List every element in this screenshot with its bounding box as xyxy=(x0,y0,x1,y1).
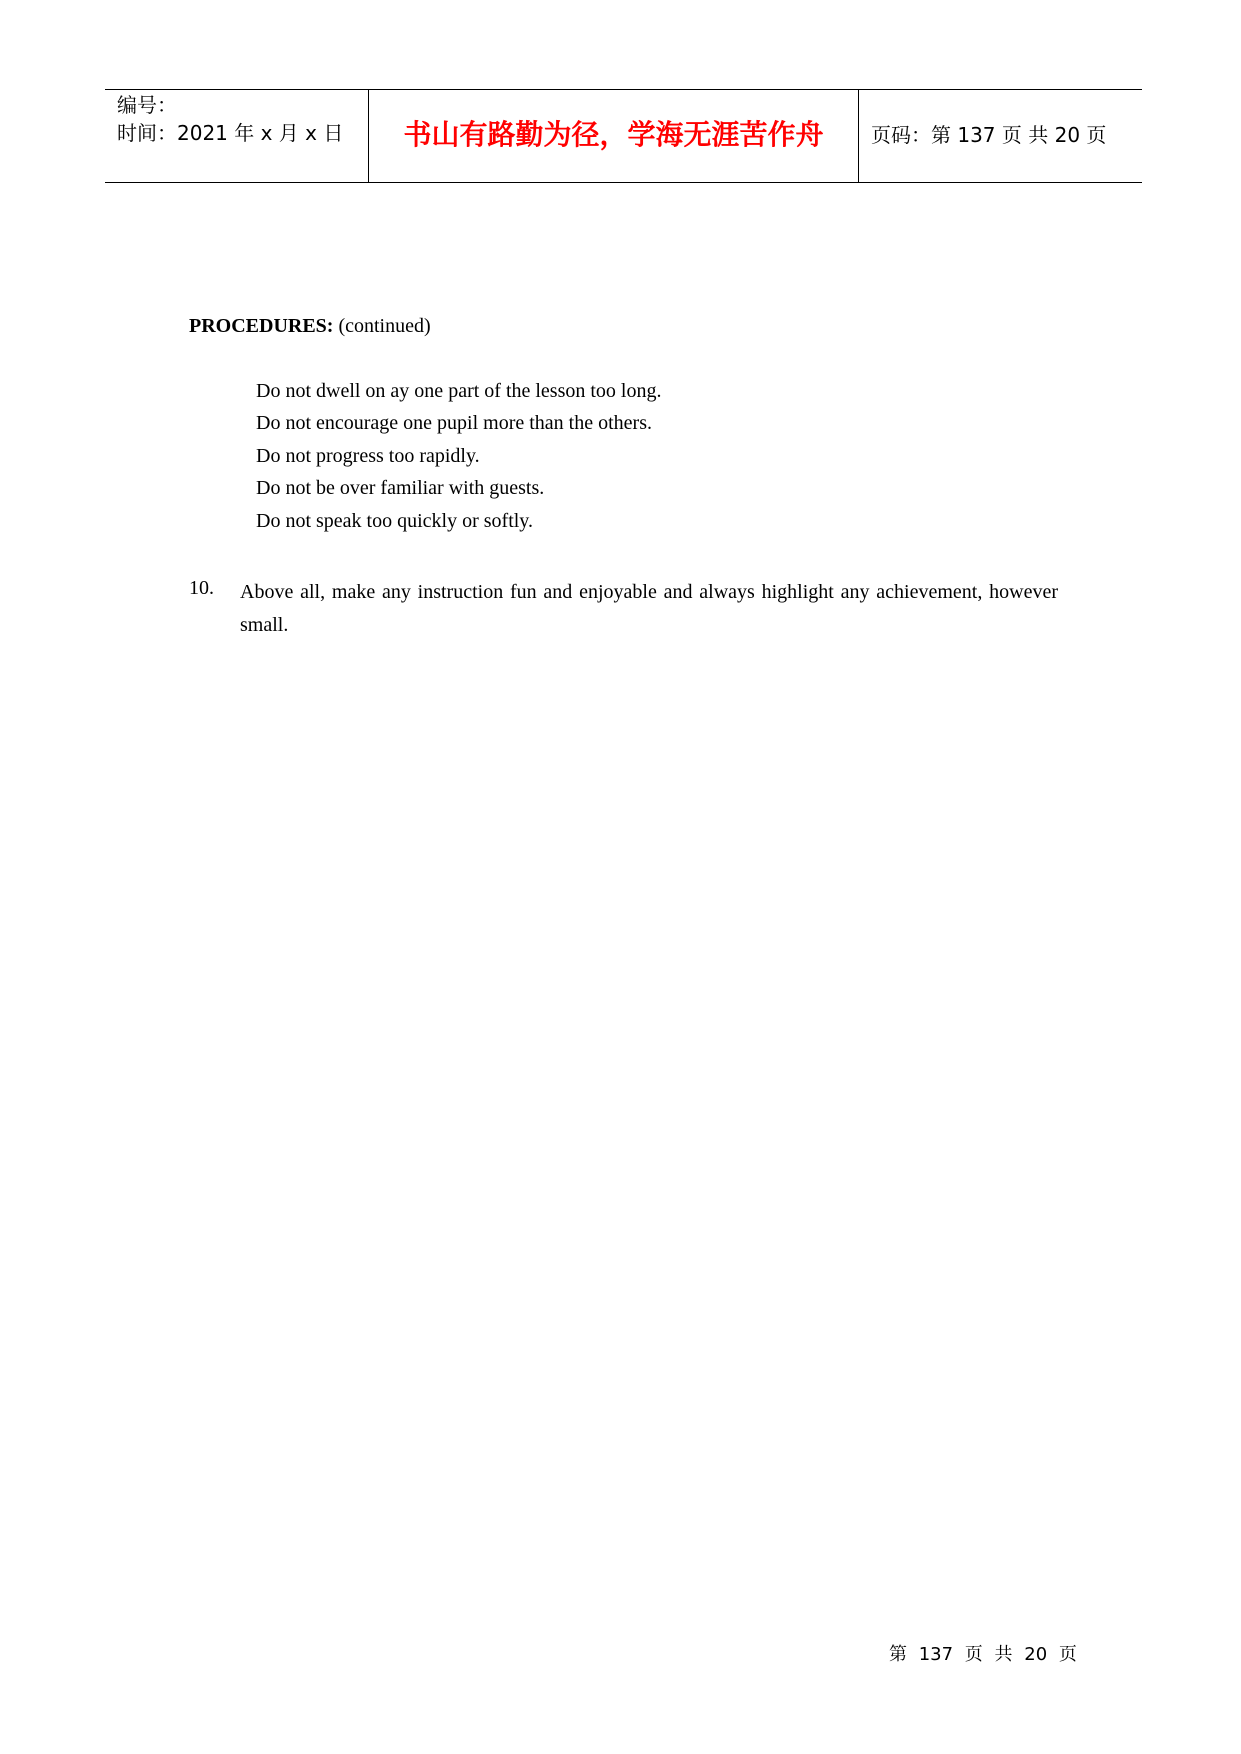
numbered-item-number: 10. xyxy=(189,577,214,599)
serial-number-label: 编号： xyxy=(117,93,177,117)
section-heading-suffix: (continued) xyxy=(333,315,431,337)
list-item: Do not progress too rapidly. xyxy=(256,445,480,467)
header-table xyxy=(105,89,1142,183)
header-motto-cell xyxy=(369,90,859,182)
page-code: 页码：第 137 页 共 20 页 xyxy=(871,123,1107,147)
list-item: Do not speak too quickly or softly. xyxy=(256,510,534,532)
header-info-cell xyxy=(105,90,369,182)
list-item: Do not encourage one pupil more than the others. xyxy=(256,412,652,434)
section-heading xyxy=(189,314,431,338)
list-item: Do not be over familiar with guests. xyxy=(256,477,545,499)
page-footer: 第 137 页 共 20 页 xyxy=(889,1644,1077,1665)
header-page-cell xyxy=(859,90,1142,182)
list-item: Do not dwell on ay one part of the lesson too long. xyxy=(256,380,662,402)
motto-text: 书山有路勤为径，学海无涯苦作舟 xyxy=(403,118,824,151)
numbered-item-text: Above all, make any instruction fun and enjoyable and always highlight any achievement, however small. xyxy=(240,581,1058,636)
section-heading-title: PROCEDURES: xyxy=(189,315,334,337)
date-line: 时间：2021 年 x 月 x 日 xyxy=(117,121,344,145)
